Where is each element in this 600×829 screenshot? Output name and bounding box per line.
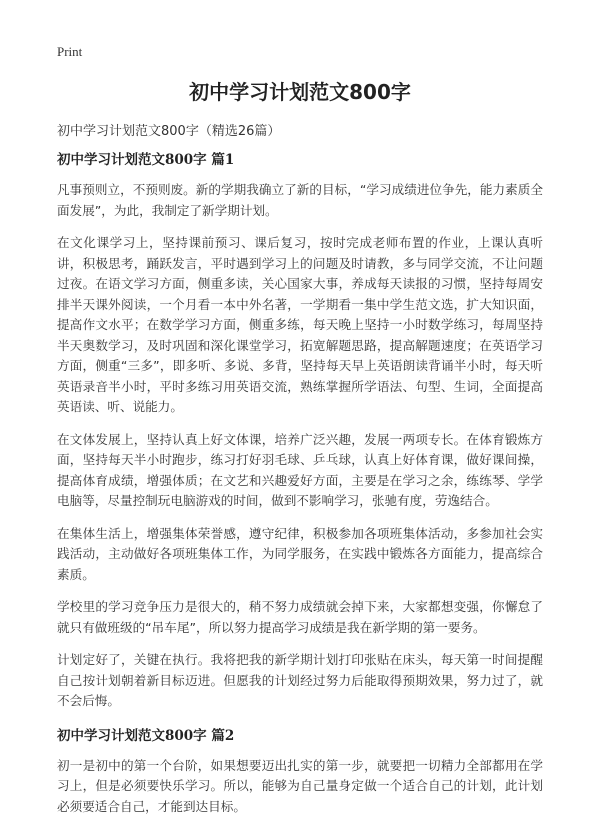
paragraph: 在文化课学习上，坚持课前预习、课后复习，按时完成老师布置的作业，上课认真听讲，积极思考，踊跃发言，平时遇到学习上的问题及时请教，多与同学交流，不让问题过夜。在语文学习方面，侧重多读，关心国家大事，养成每天读报的习惯，坚持每周安排半天课外阅读，一个月看一本中外名著，一学期看一集中学生范文选，扩大知识面，提高作文水平；在数学学习方面，侧重多练，每天晚上坚持一小时数学练习，每周坚持半天奥数学习，及时巩固和深化课堂学习，拓宽解题思路，提高解题速度；在英语学习方面，侧重“三多”，即多听、多说、多背，坚持每天早上英语朗读背诵半小时，每天听英语录音半小时，平时多练习用英语交流，熟练掌握所学语法、句型、生词，全面提高英语读、听、说能力。 [57, 235, 543, 414]
section-2 [57, 724, 543, 818]
print-link[interactable]: Print [57, 44, 83, 59]
paragraph: 凡事预则立，不预则废。新的学期我确立了新的目标，“学习成绩进位争先，能力素质全面发展”，为此，我制定了新学期计划。 [57, 182, 543, 218]
section-heading: 初中学习计划范文800字 篇2 [57, 727, 235, 744]
page-title: 初中学习计划范文800字 [189, 80, 411, 104]
paragraph: 在集体生活上，增强集体荣誉感，遵守纪律，积极参加各项班集体活动，多参加社会实践活动，主动做好各项班集体工作，为同学服务，在实践中锻炼各方面能力，提高综合素质。 [57, 525, 543, 582]
document-subtitle: 初中学习计划范文800字（精选26篇） [57, 124, 281, 139]
document-body [57, 148, 543, 829]
paragraph: 初一是初中的第一个台阶，如果想要迈出扎实的第一步，就要把一切精力全部都用在学习上，但是必须要快乐学习。所以，能够为自己量身定做一个适合自己的计划，此计划必须要适合自己，才能到达目标。 [57, 757, 543, 814]
paragraph: 学校里的学习竞争压力是很大的，稍不努力成绩就会掉下来，大家都想变强，你懈怠了就只有做班级的“吊车尾”，所以努力提高学习成绩是我在新学期的第一要务。 [57, 599, 543, 635]
paragraph: 在文体发展上，坚持认真上好文体课，培养广泛兴趣，发展一两项专长。在体育锻炼方面，坚持每天半小时跑步，练习打好羽毛球、乒乓球，认真上好体育课，做好课间操，提高体育成绩，增强体质；在文艺和兴趣爱好方面，主要是在学习之余，练练琴、学学电脑等，尽量控制玩电脑游戏的时间，做到不影响学习，张驰有度，劳逸结合。 [57, 431, 543, 508]
paragraph: 计划定好了，关键在执行。我将把我的新学期计划打印张贴在床头，每天第一时间提醒自己按计划朝着新目标迈进。但愿我的计划经过努力后能取得预期效果，努力过了，就不会后悔。 [57, 652, 543, 708]
section-heading: 初中学习计划范文800字 篇1 [57, 152, 235, 168]
section-1 [57, 148, 543, 712]
